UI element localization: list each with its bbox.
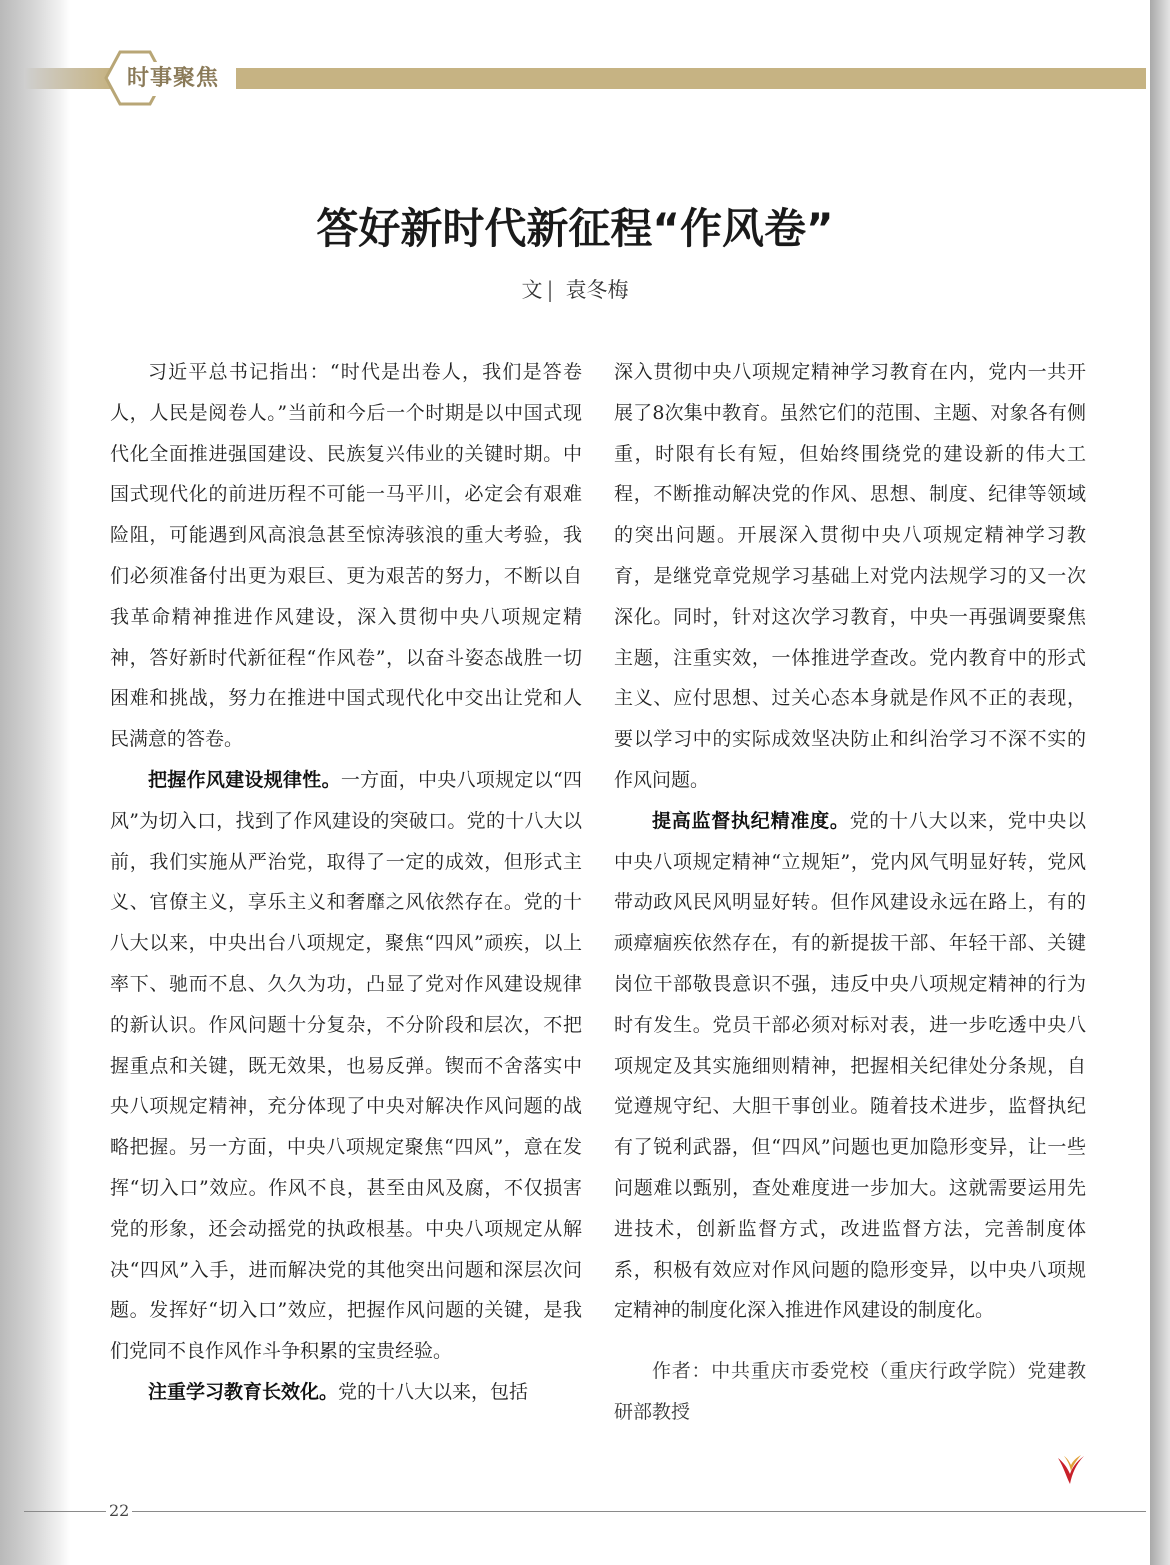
paragraph-text: 习近平总书记指出：“时代是出卷人，我们是答卷人，人民是阅卷人。”当前和今后一个时期是以中国式现代化全面推进强国建设、民族复兴伟业的关键时期。中国式现代化的前进历程不可能一马平川，必定会有艰难险阻，可能遇到风高浪急甚至惊涛骇浪的重大考验，我们必须准备付出更为艰巨、更为艰苦的努力，不断以自我革命精神推进作风建设，深入贯彻中央八项规定精神，答好新时代新征程“作风卷”，以奋斗姿态战胜一切困难和挑战，努力在推进中国式现代化中交出让党和人民满意的答卷。 (110, 361, 582, 751)
header-band (236, 68, 1146, 89)
text-column-left (110, 352, 582, 1413)
text-column-right (614, 352, 1086, 1433)
paragraph-text: 一方面，中央八项规定以“四风”为切入口，找到了作风建设的突破口。党的十八大以前，我们实施从严治党，取得了一定的成效，但形式主义、官僚主义，享乐主义和奢靡之风依然存在。党的十八大以来，中央出台八项规定，聚焦“四风”顽疾，以上率下、驰而不息、久久为功，凸显了党对作风建设规律的新认识。作风问题十分复杂，不分阶段和层次，不把握重点和关键，既无效果，也易反弹。锲而不舍落实中央八项规定精神，充分体现了中央对解决作风问题的战略把握。另一方面，中央八项规定聚焦“四风”，意在发挥“切入口”效应。作风不良，甚至由风及腐，不仅损害党的形象，还会动摇党的执政根基。中央八项规定从解决“四风”入手，进而解决党的其他突出问题和深层次问题。发挥好“切入口”效应，把握作风问题的关键，是我们党同不良作风作斗争积累的宝贵经验。 (110, 768, 582, 1363)
author-note: 作者：中共重庆市委党校（重庆行政学院）党建教研部教授 (614, 1360, 1086, 1423)
paragraph-lead: 把握作风建设规律性。 (148, 768, 341, 791)
paragraph-text: 深入贯彻中央八项规定精神学习教育在内，党内一共开展了8次集中教育。虽然它们的范围、主题、对象各有侧重，时限有长有短，但始终围绕党的建设新的伟大工程，不断推动解决党的作风、思想、制度、纪律等领域的突出问题。开展深入贯彻中央八项规定精神学习教育，是继党章党规学习基础上对党内法规学习的又一次深化。同时，针对这次学习教育，中央一再强调要聚焦主题，注重实效，一体推进学查改。党内教育中的形式主义、应付思想、过关心态本身就是作风不正的表现，要以学习中的实际成效坚决防止和纠治学习不深不实的作风问题。 (614, 361, 1086, 791)
paragraph-study-education-continued (614, 352, 1086, 801)
paragraph-text: 党的十八大以来，包括 (338, 1380, 529, 1403)
publication-logo-icon (1054, 1452, 1088, 1486)
page-edge-shadow (1150, 0, 1170, 1565)
paragraph-intro (110, 352, 582, 760)
byline-author: 袁冬梅 (565, 278, 629, 302)
page-number: 22 (106, 1500, 132, 1522)
section-label: 时事聚焦 (127, 62, 233, 96)
byline-separator: | (546, 278, 554, 302)
article-title: 答好新时代新征程“作风卷” (316, 204, 834, 253)
paragraph-style-rules (110, 760, 582, 1372)
paragraph-lead: 提高监督执纪精准度。 (652, 809, 850, 832)
byline (0, 272, 1150, 308)
byline-prefix: 文 (521, 278, 543, 302)
header-band-left (24, 68, 110, 89)
paragraph-study-education (110, 1372, 582, 1413)
paragraph-text: 党的十八大以来，党中央以中央八项规定精神“立规矩”，党内风气明显好转，党风带动政风民风明显好转。但作风建设永远在路上，有的顽瘴痼疾依然存在，有的新提拔干部、年轻干部、关键岗位干部敬畏意识不强，违反中央八项规定精神的行为时有发生。党员干部必须对标对表，进一步吃透中央八项规定及其实施细则精神，把握相关纪律处分条规，自觉遵规守纪、大胆干事创业。随着技术进步，监督执纪有了锐利武器，但“四风”问题也更加隐形变异，让一些问题难以甄别，查处难度进一步加大。这就需要运用先进技术，创新监督方式，改进监督方法，完善制度体系，积极有效应对作风问题的隐形变异，以中央八项规定精神的制度化深入推进作风建设的制度化。 (614, 809, 1086, 1322)
paragraph-supervision (614, 801, 1086, 1331)
paragraph-lead: 注重学习教育长效化。 (148, 1380, 339, 1403)
footer-rule (24, 1511, 1146, 1512)
